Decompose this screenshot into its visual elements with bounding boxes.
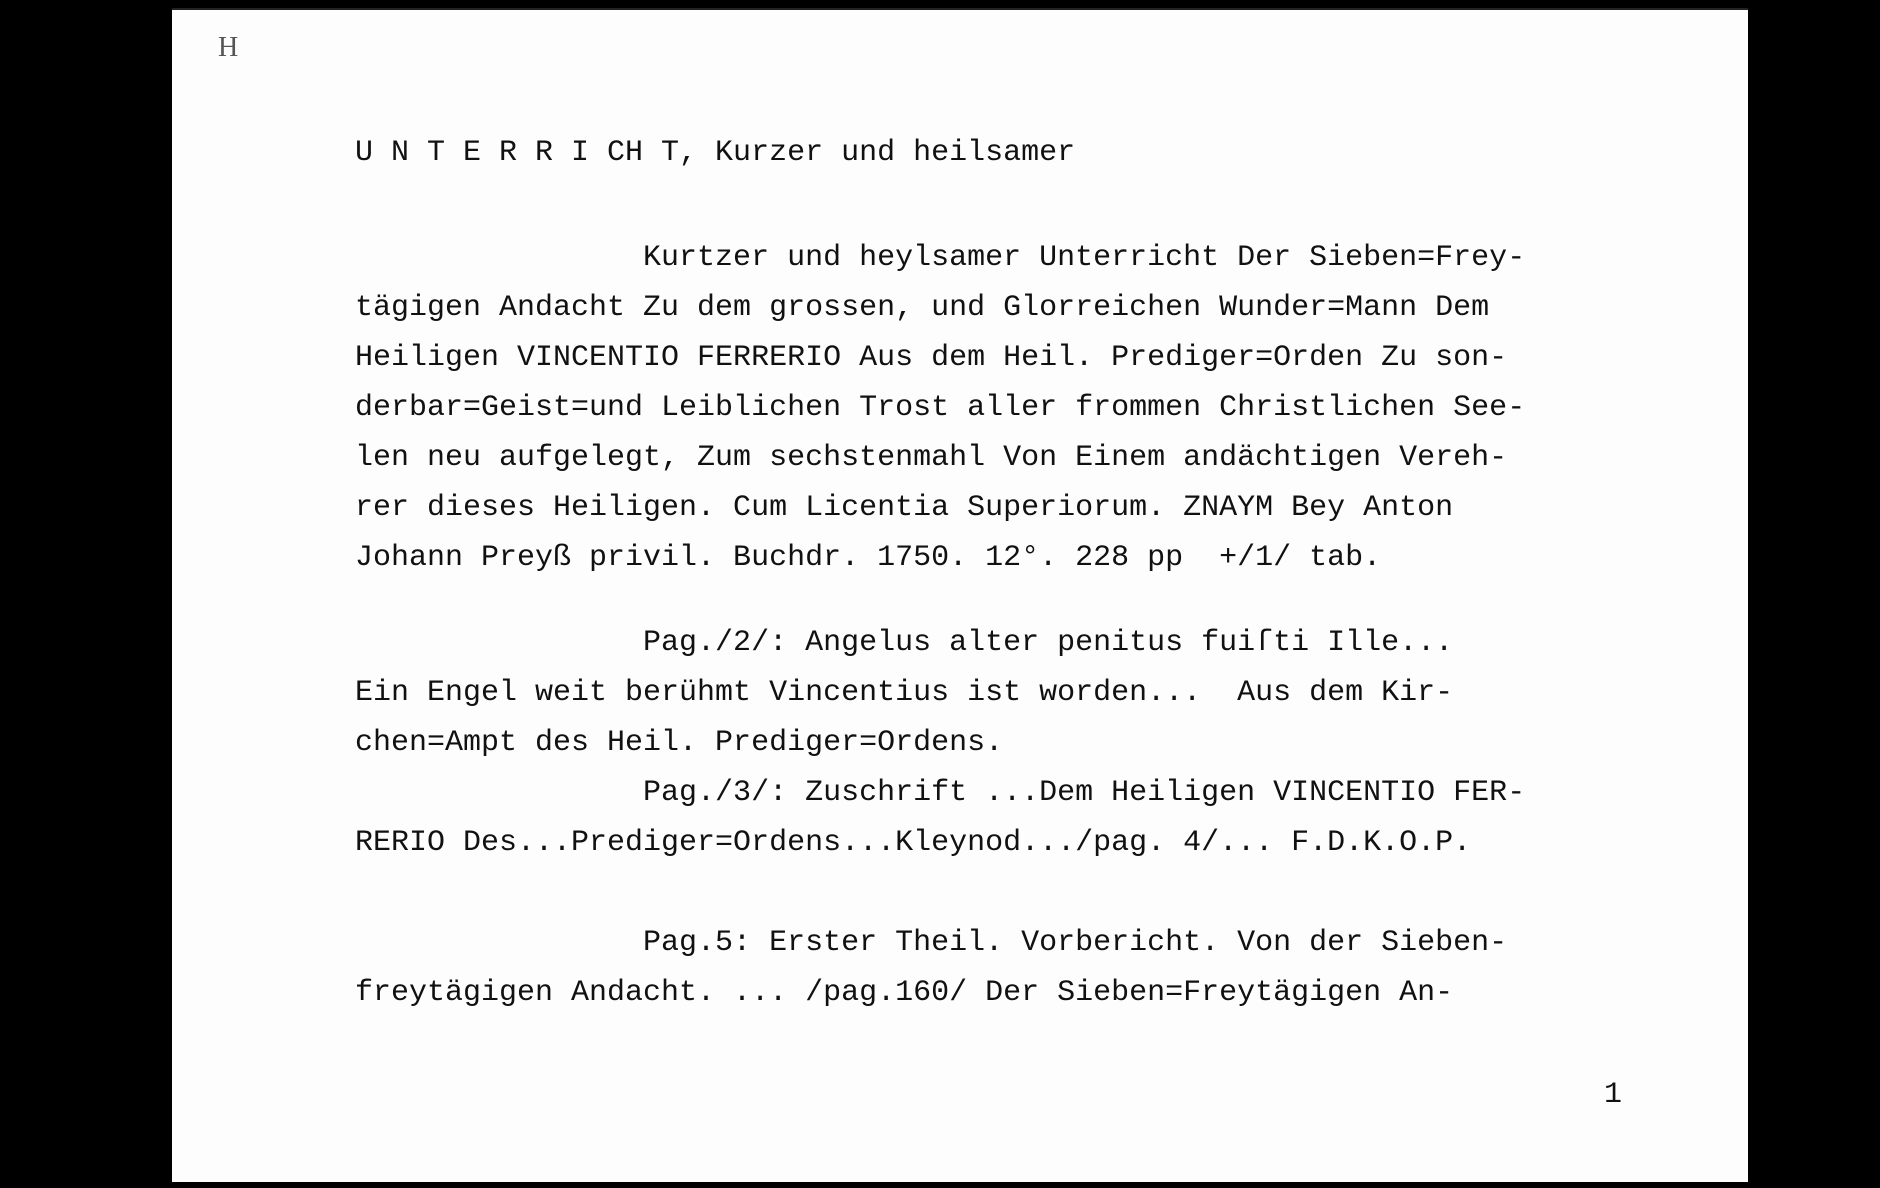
text-line: len neu aufgelegt, Zum sechstenmahl Von Einem andächtigen Vereh- bbox=[355, 441, 1508, 475]
text-line: Pag./3/: Zuschrift ...Dem Heiligen VINCENTIO FER- bbox=[355, 776, 1526, 810]
text-line: Pag./2/: Angelus alter penitus fuiſti Ille... bbox=[355, 626, 1454, 660]
text-line: Kurtzer und heylsamer Unterricht Der Sieben=Frey- bbox=[355, 241, 1526, 275]
corner-mark: H bbox=[218, 32, 241, 63]
text-line: chen=Ampt des Heil. Prediger=Ordens. bbox=[355, 726, 1004, 760]
page-number: 1 bbox=[1604, 1078, 1623, 1112]
text-line: derbar=Geist=und Leiblichen Trost aller frommen Christlichen See- bbox=[355, 391, 1526, 425]
text-line: Ein Engel weit berühmt Vincentius ist worden... Aus dem Kir- bbox=[355, 676, 1454, 710]
card-title: U N T E R R I CH T, Kurzer und heilsamer bbox=[355, 136, 1076, 170]
catalog-card bbox=[172, 8, 1748, 1182]
text-line: Johann Preyß privil. Buchdr. 1750. 12°. 228 pp +/1/ tab. bbox=[355, 541, 1382, 575]
text-line: Heiligen VINCENTIO FERRERIO Aus dem Heil. Prediger=Orden Zu son- bbox=[355, 341, 1508, 375]
text-line: freytägigen Andacht. ... /pag.160/ Der Sieben=Freytägigen An- bbox=[355, 976, 1454, 1010]
text-line: Pag.5: Erster Theil. Vorbericht. Von der Sieben- bbox=[355, 926, 1508, 960]
text-line: tägigen Andacht Zu dem grossen, und Glorreichen Wunder=Mann Dem bbox=[355, 291, 1490, 325]
text-line: RERIO Des...Prediger=Ordens...Kleynod.../pag. 4/... F.D.K.O.P. bbox=[355, 826, 1472, 860]
text-line: rer dieses Heiligen. Cum Licentia Superiorum. ZNAYM Bey Anton bbox=[355, 491, 1454, 525]
